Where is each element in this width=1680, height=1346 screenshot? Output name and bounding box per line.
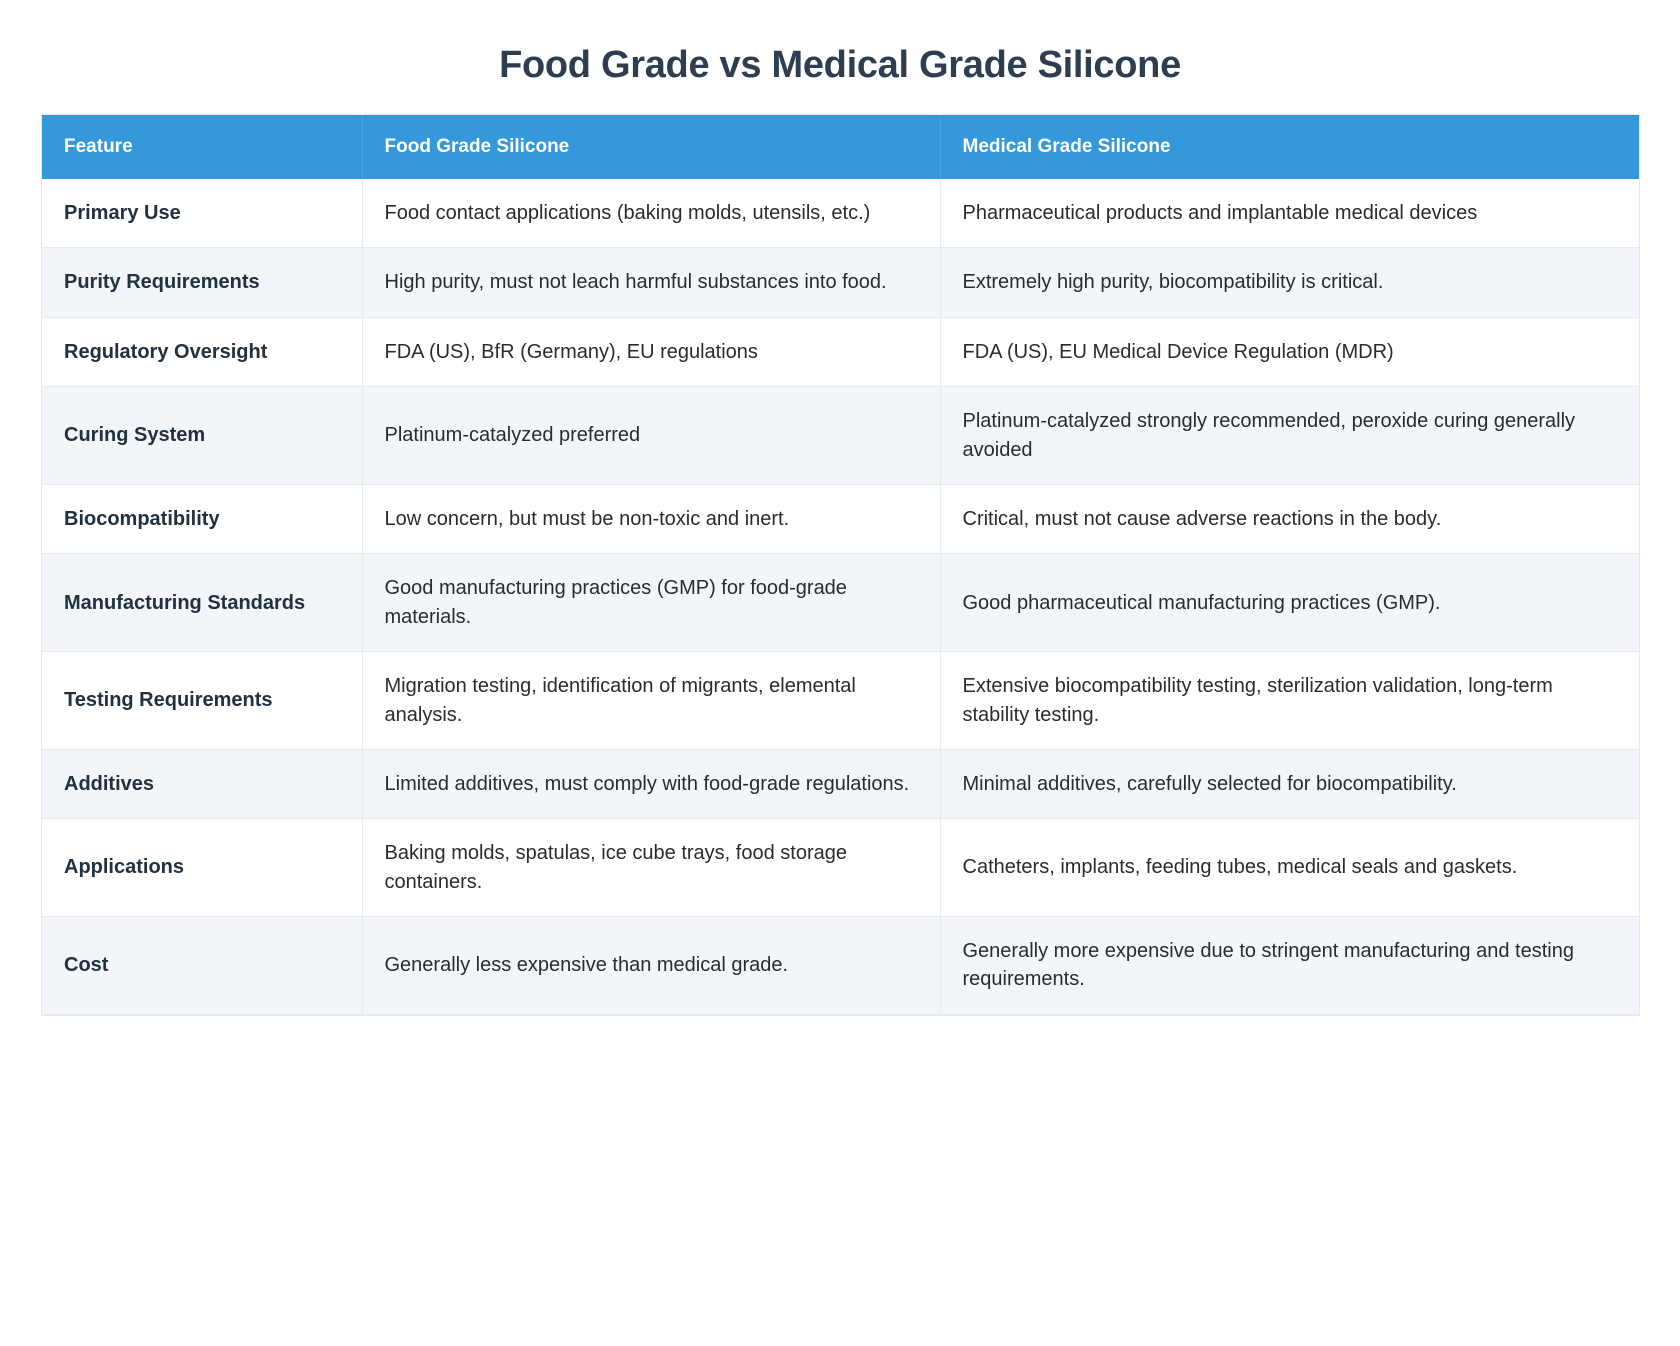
- cell-food-grade: Low concern, but must be non-toxic and inert.: [362, 484, 940, 553]
- cell-food-grade: High purity, must not leach harmful substances into food.: [362, 248, 940, 317]
- cell-medical-grade: Platinum-catalyzed strongly recommended, peroxide curing generally avoided: [940, 387, 1639, 485]
- cell-food-grade: Platinum-catalyzed preferred: [362, 387, 940, 485]
- cell-food-grade: Food contact applications (baking molds, utensils, etc.): [362, 179, 940, 248]
- table-row: [42, 484, 1639, 553]
- cell-feature: Curing System: [42, 387, 362, 485]
- table-row: [42, 554, 1639, 652]
- cell-medical-grade: Critical, must not cause adverse reactions in the body.: [940, 484, 1639, 553]
- table-row: [42, 317, 1639, 386]
- cell-food-grade: Baking molds, spatulas, ice cube trays, food storage containers.: [362, 819, 940, 917]
- cell-food-grade: Generally less expensive than medical grade.: [362, 917, 940, 1015]
- cell-feature: Purity Requirements: [42, 248, 362, 317]
- cell-feature: Biocompatibility: [42, 484, 362, 553]
- column-header-medical-grade: Medical Grade Silicone: [940, 115, 1639, 179]
- column-header-food-grade: Food Grade Silicone: [362, 115, 940, 179]
- cell-feature: Testing Requirements: [42, 652, 362, 750]
- comparison-table: [42, 115, 1639, 1015]
- page-title: Food Grade vs Medical Grade Silicone: [499, 44, 1181, 86]
- table-row: [42, 248, 1639, 317]
- cell-medical-grade: Catheters, implants, feeding tubes, medical seals and gaskets.: [940, 819, 1639, 917]
- cell-medical-grade: Generally more expensive due to stringent manufacturing and testing requirements.: [940, 917, 1639, 1015]
- cell-medical-grade: Extremely high purity, biocompatibility is critical.: [940, 248, 1639, 317]
- cell-feature: Regulatory Oversight: [42, 317, 362, 386]
- cell-feature: Applications: [42, 819, 362, 917]
- cell-medical-grade: Pharmaceutical products and implantable medical devices: [940, 179, 1639, 248]
- cell-feature: Primary Use: [42, 179, 362, 248]
- cell-food-grade: Limited additives, must comply with food-grade regulations.: [362, 749, 940, 818]
- cell-feature: Manufacturing Standards: [42, 554, 362, 652]
- table-row: [42, 179, 1639, 248]
- table-body: [42, 179, 1639, 1014]
- cell-feature: Cost: [42, 917, 362, 1015]
- cell-medical-grade: Minimal additives, carefully selected for biocompatibility.: [940, 749, 1639, 818]
- table-header: [42, 115, 1639, 179]
- cell-medical-grade: FDA (US), EU Medical Device Regulation (MDR): [940, 317, 1639, 386]
- table-row: [42, 652, 1639, 750]
- cell-food-grade: Good manufacturing practices (GMP) for food-grade materials.: [362, 554, 940, 652]
- column-header-feature: Feature: [42, 115, 362, 179]
- cell-food-grade: FDA (US), BfR (Germany), EU regulations: [362, 317, 940, 386]
- cell-medical-grade: Extensive biocompatibility testing, sterilization validation, long-term stability testing.: [940, 652, 1639, 750]
- cell-feature: Additives: [42, 749, 362, 818]
- cell-medical-grade: Good pharmaceutical manufacturing practices (GMP).: [940, 554, 1639, 652]
- table-row: [42, 749, 1639, 818]
- cell-food-grade: Migration testing, identification of migrants, elemental analysis.: [362, 652, 940, 750]
- table-row: [42, 917, 1639, 1015]
- table-row: [42, 819, 1639, 917]
- table-row: [42, 387, 1639, 485]
- table-header-row: [42, 115, 1639, 179]
